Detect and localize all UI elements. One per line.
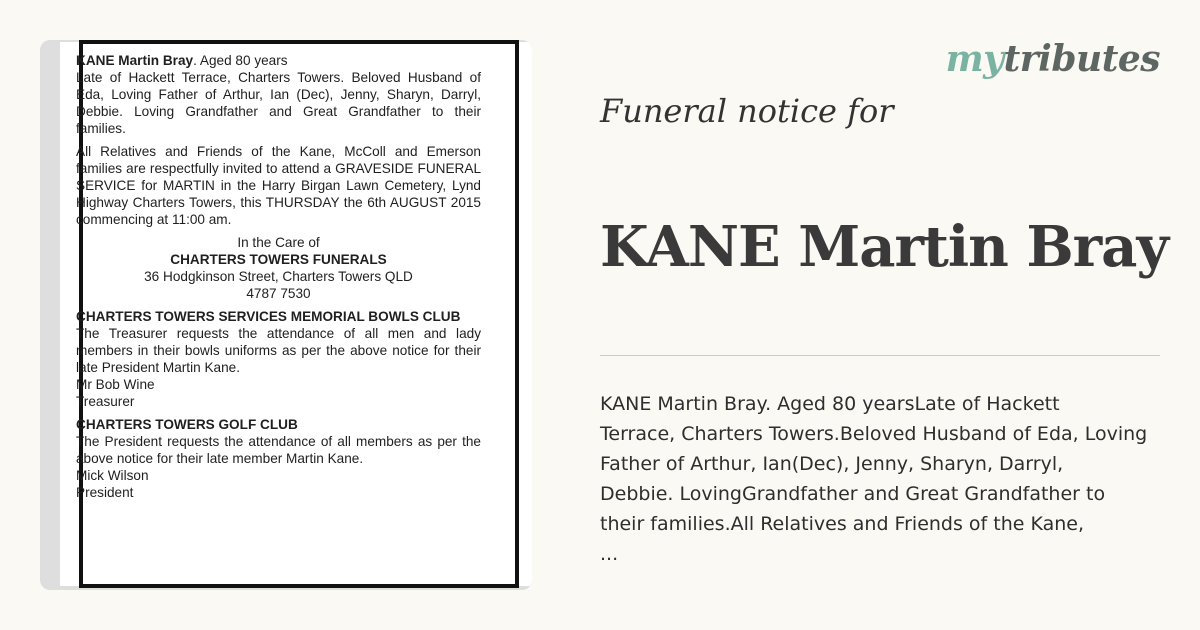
notice-club1-text: The Treasurer requests the attendance of all men and lady members in their bowls uniforms as per the above notice for their late President Martin Kane. <box>76 326 481 375</box>
divider <box>600 355 1160 356</box>
notice-care-line: In the Care of <box>237 235 320 250</box>
notice-address: 36 Hodgkinson Street, Charters Towers QLD <box>144 269 413 284</box>
deceased-name: KANE Martin Bray <box>600 214 1169 280</box>
notice-club2-text: The President requests the attendance of all members as per the above notice for their late member Martin Kane. <box>76 434 481 466</box>
notice-club1-title: CHARTERS TOWERS SERVICES MEMORIAL BOWLS CLUB <box>76 309 461 324</box>
notice-phone: 4787 7530 <box>246 286 311 301</box>
notice-heading-age: . Aged 80 years <box>193 53 288 68</box>
excerpt-line: Debbie. LovingGrandfather and Great Grandfather to <box>600 483 1106 505</box>
notice-funeral-director: CHARTERS TOWERS FUNERALS <box>170 252 387 267</box>
notice-club1-role: Treasurer <box>76 394 135 409</box>
notice-excerpt <box>600 389 1170 569</box>
excerpt-ellipsis: ... <box>600 543 619 565</box>
notice-club2-signer: Mick Wilson <box>76 468 149 483</box>
notice-club2-title: CHARTERS TOWERS GOLF CLUB <box>76 417 298 432</box>
notice-paragraph-service: All Relatives and Friends of the Kane, McColl and Emerson families are respectfully invited to attend a GRAVESIDE FUNERAL SERVICE for MARTIN in the Harry Birgan Lawn Cemetery, Lynd Highway Charters Towers, this THURSDAY the 6th AUGUST 2015 commencing at 11:00 am. <box>76 144 481 227</box>
excerpt-line: KANE Martin Bray. Aged 80 yearsLate of Hackett <box>600 393 1060 415</box>
notice-paragraph-family: Late of Hackett Terrace, Charters Towers. Beloved Husband of Eda, Loving Father of Arthur, Ian (Dec), Jenny, Sharyn, Darryl, Debbie. Loving Grandfather and Great Grandfather to their families. <box>76 70 481 136</box>
logo-tributes: tributes <box>1003 38 1160 80</box>
excerpt-line: their families.All Relatives and Friends of the Kane, <box>600 513 1085 535</box>
notice-heading <box>76 52 481 69</box>
page-subtitle: Funeral notice for <box>600 92 894 130</box>
excerpt-line: Terrace, Charters Towers.Beloved Husband of Eda, Loving <box>600 423 1148 445</box>
notice-club1-signer: Mr Bob Wine <box>76 377 155 392</box>
mytributes-logo <box>946 38 1160 80</box>
newspaper-notice <box>76 52 481 501</box>
notice-club2-role: President <box>76 485 134 500</box>
notice-heading-name: KANE Martin Bray <box>76 53 194 68</box>
excerpt-line: Father of Arthur, Ian(Dec), Jenny, Sharyn, Darryl, <box>600 453 1064 475</box>
logo-my: my <box>945 38 1004 80</box>
